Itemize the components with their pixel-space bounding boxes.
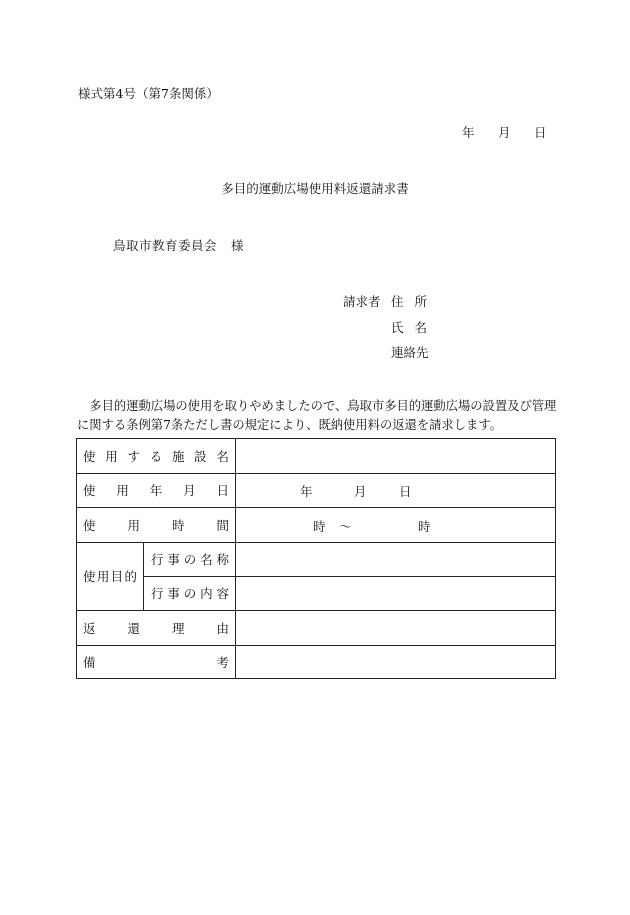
- label-char: 行: [151, 552, 164, 567]
- date-day-label: 日: [534, 125, 547, 140]
- label-char: 事: [167, 552, 180, 567]
- addressee-honorific: 様: [231, 238, 245, 253]
- label-char: 使: [83, 517, 96, 533]
- label-char: 考: [216, 654, 229, 670]
- usage-time-label: [83, 507, 229, 542]
- facility-name-field[interactable]: [237, 439, 555, 473]
- label-char: す: [127, 449, 140, 464]
- usage-date-month: 月: [354, 484, 367, 499]
- label-char: 用: [105, 449, 118, 464]
- request-body-text: 多目的運動広場の使用を取りやめましたので、鳥取市多目的運動広場の設置及び管理に関する条例第7条ただし書の規定により、既納使用料の返還を請求します。: [77, 399, 557, 432]
- label-char: 還: [127, 620, 140, 636]
- label-char: 使: [83, 569, 96, 584]
- refund-reason-field[interactable]: [237, 610, 555, 645]
- label-char: 称: [216, 552, 229, 567]
- event-content-label: [151, 576, 229, 610]
- label-char: 施: [171, 449, 185, 464]
- table-column-divider: [143, 542, 144, 610]
- label-char: 使: [83, 483, 96, 498]
- usage-date-year: 年: [300, 484, 313, 499]
- requester-contact-label: 連絡先: [391, 345, 429, 360]
- label-char: 名: [216, 449, 229, 464]
- label-char: 理: [171, 620, 185, 636]
- addressee-name: 鳥取市教育委員会: [113, 238, 218, 253]
- label-char: 返: [83, 620, 96, 636]
- remarks-field[interactable]: [237, 645, 555, 678]
- requester-address-label: 住所: [391, 294, 439, 309]
- requester-name-label: 氏名: [391, 320, 439, 335]
- event-name-field[interactable]: [237, 542, 555, 576]
- usage-time-from: 時: [313, 519, 326, 534]
- label-char: 間: [216, 517, 229, 533]
- addressee: [113, 236, 244, 254]
- label-char: 月: [183, 483, 196, 498]
- label-char: 年: [149, 483, 163, 498]
- label-char: の: [183, 552, 197, 567]
- label-char: 容: [216, 586, 229, 601]
- label-char: 備: [83, 654, 96, 670]
- facility-name-label: [83, 439, 229, 473]
- label-char: 時: [171, 517, 185, 533]
- form-number: 様式第4号（第7条関係）: [78, 86, 219, 101]
- label-char: 内: [200, 586, 213, 601]
- usage-date-day: 日: [399, 484, 412, 499]
- label-char: 日: [216, 483, 229, 498]
- label-char: 目: [110, 569, 124, 584]
- label-char: 使: [83, 449, 96, 464]
- document-title: 多目的運動広場使用料返還請求書: [221, 181, 409, 196]
- refund-reason-label: [83, 610, 229, 645]
- date-month-label: 月: [498, 125, 511, 140]
- usage-purpose-label: [83, 542, 137, 610]
- usage-date-field[interactable]: [237, 473, 555, 507]
- label-char: の: [183, 586, 197, 601]
- label-char: 用: [96, 569, 110, 584]
- event-content-field[interactable]: [237, 576, 555, 610]
- label-char: 的: [124, 569, 137, 584]
- label-char: 用: [127, 517, 140, 533]
- request-form-table: [76, 438, 556, 679]
- label-char: 由: [216, 620, 229, 636]
- label-char: 事: [167, 586, 180, 601]
- label-char: 名: [200, 552, 213, 567]
- label-char: る: [149, 449, 163, 464]
- usage-time-tilde: ～: [339, 519, 352, 534]
- label-char: 設: [194, 449, 207, 464]
- event-name-label: [151, 542, 229, 576]
- label-char: 行: [151, 586, 164, 601]
- remarks-label: [83, 645, 229, 678]
- requester-label: 請求者: [343, 294, 381, 309]
- date-year-label: 年: [462, 125, 475, 140]
- table-column-divider: [235, 439, 236, 678]
- label-char: 用: [116, 483, 129, 498]
- usage-time-to: 時: [418, 519, 431, 534]
- usage-date-label: [83, 473, 229, 507]
- usage-time-field[interactable]: [237, 507, 555, 542]
